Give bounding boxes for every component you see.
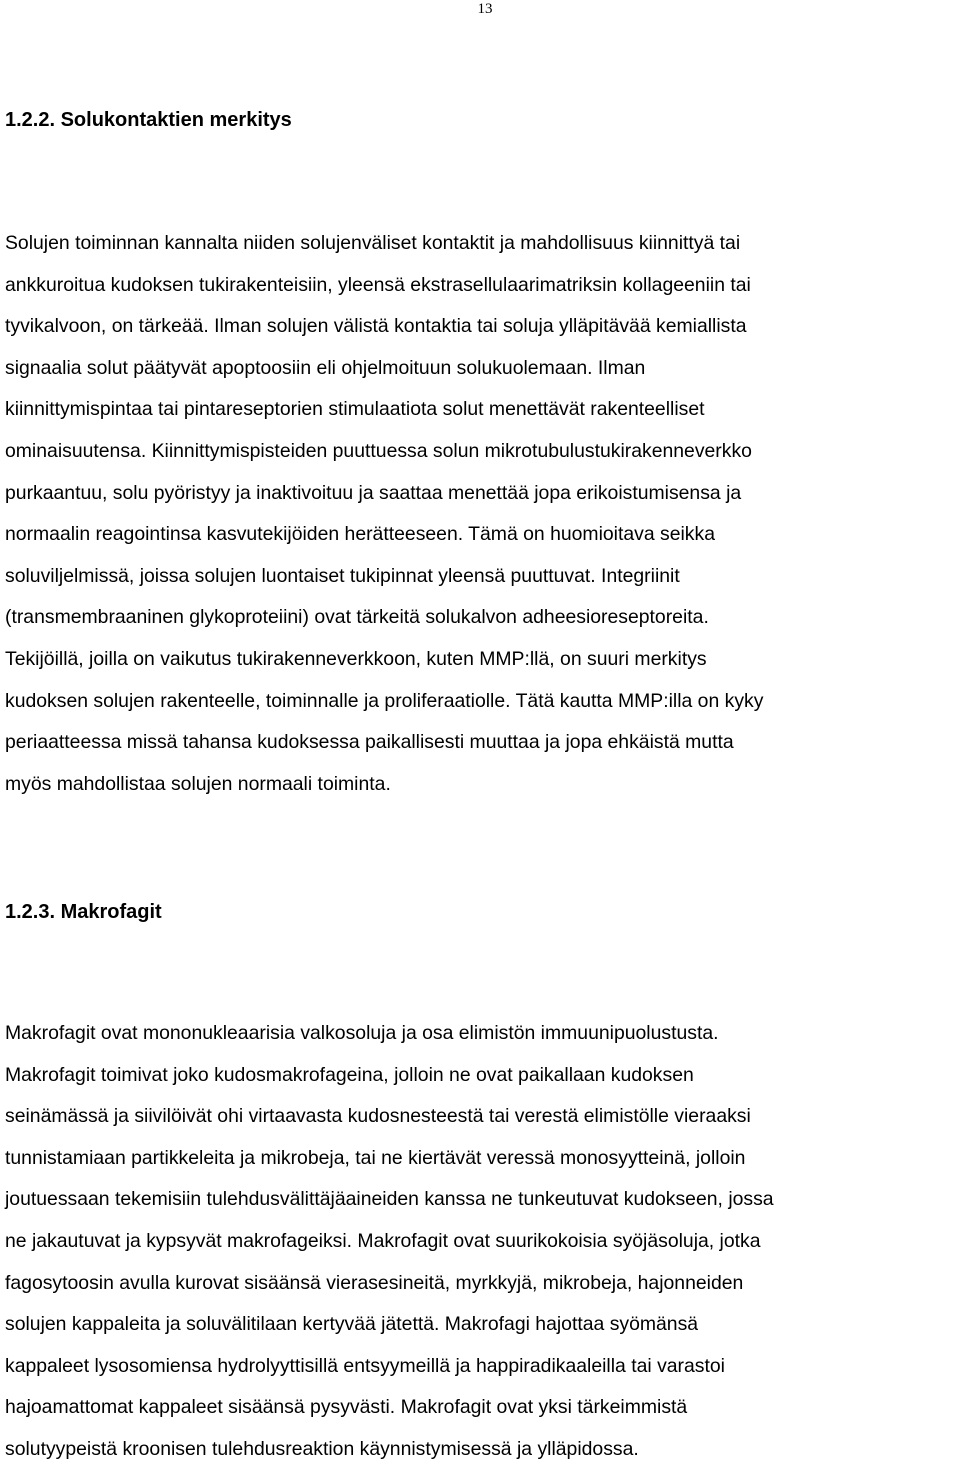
text-line: fagosytoosin avulla kurovat sisäänsä vierasesineitä, myrkkyjä, mikrobeja, hajonneiden (5, 1271, 744, 1294)
text-line: kappaleet lysosomiensa hydrolyyttisillä entsyymeillä ja happiradikaaleilla tai varastoi (5, 1354, 725, 1377)
text-line: Solujen toiminnan kannalta niiden solujenväliset kontaktit ja mahdollisuus kiinnittyä tai (5, 232, 741, 254)
text-line: Tekijöillä, joilla on vaikutus tukirakenneverkkoon, kuten MMP:llä, on suuri merkitys (5, 647, 707, 670)
text-line: ominaisuutensa. Kiinnittymispisteiden puuttuessa solun mikrotubulustukirakenneverkko (5, 439, 752, 462)
page-number: 13 (477, 1, 493, 17)
text-line: signaalia solut päätyvät apoptoosiin eli ohjelmoituun solukuolemaan. Ilman (5, 356, 646, 379)
text-line: ankkuroitua kudoksen tukirakenteisiin, yleensä ekstrasellulaarimatriksin kollageeniin tai (5, 273, 751, 296)
paragraph-solukontaktien-merkitys (5, 223, 960, 805)
text-line: myös mahdollistaa solujen normaali toiminta. (5, 772, 391, 795)
text-line: solujen kappaleita ja soluvälitilaan kertyvää jätettä. Makrofagi hajottaa syömänsä (5, 1313, 699, 1336)
text-line: joutuessaan tekemisiin tulehdusvälittäjäaineiden kanssa ne tunkeutuvat kudokseen, jossa (5, 1188, 774, 1211)
text-line: kudoksen solujen rakenteelle, toiminnalle ja proliferaatiolle. Tätä kautta MMP:illa on kyky (5, 689, 764, 712)
paragraph-makrofagit (5, 1013, 960, 1471)
text-line: tunnistamiaan partikkeleita ja mikrobeja, tai ne kiertävät veressä monosyytteinä, jolloin (5, 1146, 746, 1169)
text-line: hajoamattomat kappaleet sisäänsä pysyvästi. Makrofagit ovat yksi tärkeimmistä (5, 1396, 688, 1419)
text-line: seinämässä ja siivilöivät ohi virtaavasta kudosnesteestä tai verestä elimistölle vieraaksi (5, 1105, 751, 1128)
text-line: solutyypeistä kroonisen tulehdusreaktion käynnistymisessä ja ylläpidossa. (5, 1437, 639, 1460)
text-line: (transmembraaninen glykoproteiini) ovat tärkeitä solukalvon adheesioreseptoreita. (5, 606, 709, 629)
text-line: normaalin reagointinsa kasvutekijöiden herätteeseen. Tämä on huomioitava seikka (5, 523, 715, 546)
text-line: tyvikalvoon, on tärkeää. Ilman solujen välistä kontaktia tai soluja ylläpitävää kemiallista (5, 315, 747, 338)
text-line: periaatteessa missä tahansa kudoksessa paikallisesti muuttaa ja jopa ehkäistä mutta (5, 731, 734, 754)
text-line: purkaantuu, solu pyöristyy ja inaktivoituu ja saattaa menettää jopa erikoistumisensa ja (5, 481, 742, 504)
section-heading-makrofagit: 1.2.3. Makrofagit (5, 901, 162, 923)
text-line: kiinnittymispintaa tai pintareseptorien stimulaatiota solut menettävät rakenteelliset (5, 398, 705, 421)
text-line: Makrofagit ovat mononukleaarisia valkosoluja ja osa elimistön immuunipuolustusta. (5, 1022, 719, 1044)
text-line: Makrofagit toimivat joko kudosmakrofageina, jolloin ne ovat paikallaan kudoksen (5, 1063, 694, 1086)
text-line: soluviljelmissä, joissa solujen luontaiset tukipinnat yleensä puuttuvat. Integriinit (5, 564, 680, 587)
text-line: ne jakautuvat ja kypsyvät makrofageiksi. Makrofagit ovat suurikokoisia syöjäsoluja, jotka (5, 1229, 761, 1252)
section-heading-solukontaktien-merkitys: 1.2.2. Solukontaktien merkitys (5, 109, 292, 131)
